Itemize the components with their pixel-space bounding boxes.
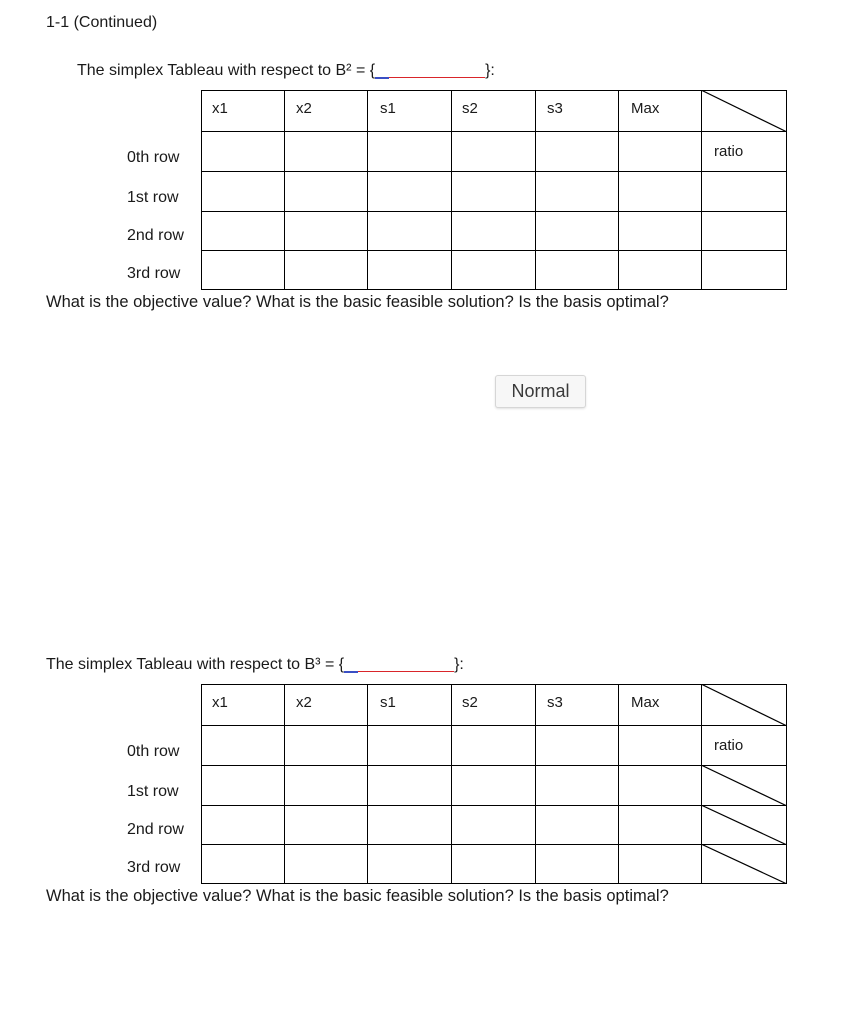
tableau-2-cell[interactable] (367, 844, 452, 884)
tableau-2-cell[interactable] (201, 805, 285, 845)
header-cell-s2[interactable] (451, 684, 536, 726)
tableau-2-cell[interactable] (201, 725, 285, 766)
column-header: s2 (462, 100, 478, 117)
tableau-1-cell[interactable] (201, 171, 285, 212)
header-cell-s3[interactable] (535, 90, 619, 132)
tableau-1-cell[interactable] (535, 211, 619, 251)
tableau-1-title (77, 63, 495, 79)
column-header: x1 (212, 100, 228, 117)
column-header: x2 (296, 694, 312, 711)
tableau-2-cell[interactable] (535, 805, 619, 845)
column-header: Max (631, 100, 660, 117)
tableau-2-cell[interactable] (201, 844, 285, 884)
tableau-1-cell[interactable] (284, 211, 368, 251)
header-cell-x2[interactable] (284, 684, 368, 726)
tableau-2-cell[interactable] (284, 844, 368, 884)
paragraph-style-normal-button[interactable]: Normal (495, 375, 586, 408)
tableau-1-cell[interactable] (451, 131, 536, 172)
column-header: s1 (380, 100, 396, 117)
diagonal-slash (701, 844, 787, 884)
row-label-3: 3rd row (127, 859, 181, 876)
tableau-2-title-prefix: The simplex Tableau with respect to B³ = { (46, 656, 345, 673)
header-cell-s1[interactable] (367, 90, 452, 132)
header-cell-max[interactable] (618, 684, 702, 726)
tableau-1-cell[interactable] (201, 211, 285, 251)
ratio-label: ratio (714, 143, 744, 160)
diagonal-slash (701, 765, 787, 806)
diagonal-slash (701, 90, 787, 132)
column-header: Max (631, 694, 660, 711)
column-header: x1 (212, 694, 228, 711)
ratio-header-cell[interactable] (701, 725, 787, 766)
ratio-header-cell[interactable] (701, 131, 787, 172)
row-label-1: 1st row (127, 783, 179, 800)
tableau-1-question: What is the objective value? What is the basic feasible solution? Is the basis optimal? (46, 293, 669, 311)
tableau-1-cell[interactable] (618, 171, 702, 212)
header-cell-max[interactable] (618, 90, 702, 132)
row-label-2: 2nd row (127, 227, 184, 244)
tableau-1-cell[interactable] (618, 131, 702, 172)
column-header: s3 (547, 694, 563, 711)
tableau-1-cell[interactable] (201, 131, 285, 172)
tableau-2-cell[interactable] (451, 765, 536, 806)
column-header: x2 (296, 100, 312, 117)
tableau-1-cell[interactable] (201, 250, 285, 290)
tableau-1-cell[interactable] (367, 171, 452, 212)
tableau-2-basis-blank[interactable] (344, 657, 454, 672)
section-heading: 1-1 (Continued) (46, 14, 158, 31)
tableau-2-cell[interactable] (535, 765, 619, 806)
tableau-2-cell[interactable] (535, 725, 619, 766)
tableau-1-title-suffix: }: (485, 62, 495, 79)
row-label-3: 3rd row (127, 265, 181, 282)
header-cell-s3[interactable] (535, 684, 619, 726)
tableau-1-cell[interactable] (451, 211, 536, 251)
diagonal-slash (701, 805, 787, 845)
header-cell-x1[interactable] (201, 684, 285, 726)
header-cell-s2[interactable] (451, 90, 536, 132)
tableau-2-cell[interactable] (618, 844, 702, 884)
tableau-1-cell[interactable] (618, 211, 702, 251)
tableau-1-cell[interactable] (535, 131, 619, 172)
tableau-1-cell[interactable] (367, 211, 452, 251)
tableau-2-cell[interactable] (367, 805, 452, 845)
column-header: s1 (380, 694, 396, 711)
tableau-2-cell[interactable] (367, 725, 452, 766)
ratio-cell[interactable] (701, 211, 787, 251)
tableau-2-cell[interactable] (367, 765, 452, 806)
tableau-2-title-suffix: }: (454, 656, 464, 673)
tableau-2-cell[interactable] (284, 725, 368, 766)
tableau-1-title-prefix: The simplex Tableau with respect to B² = { (77, 62, 376, 79)
column-header: s2 (462, 694, 478, 711)
header-cell-x1[interactable] (201, 90, 285, 132)
tableau-2-cell[interactable] (284, 805, 368, 845)
tableau-2-cell[interactable] (618, 805, 702, 845)
header-cell-x2[interactable] (284, 90, 368, 132)
tableau-2-cell[interactable] (451, 805, 536, 845)
tableau-2-cell[interactable] (451, 725, 536, 766)
header-cell-s1[interactable] (367, 684, 452, 726)
diagonal-slash (701, 684, 787, 726)
row-label-2: 2nd row (127, 821, 184, 838)
tableau-1-cell[interactable] (451, 171, 536, 212)
tableau-2-cell[interactable] (618, 765, 702, 806)
tableau-1-cell[interactable] (618, 250, 702, 290)
tableau-2-title (46, 657, 464, 673)
tableau-1-basis-blank[interactable] (375, 63, 485, 78)
ratio-label: ratio (714, 737, 744, 754)
row-label-0: 0th row (127, 743, 180, 760)
tableau-1-cell[interactable] (367, 250, 452, 290)
tableau-2-cell[interactable] (201, 765, 285, 806)
column-header: s3 (547, 100, 563, 117)
row-label-0: 0th row (127, 149, 180, 166)
tableau-1-cell[interactable] (284, 131, 368, 172)
ratio-cell[interactable] (701, 250, 787, 290)
row-label-1: 1st row (127, 189, 179, 206)
tableau-2-cell[interactable] (618, 725, 702, 766)
tableau-1-cell[interactable] (367, 131, 452, 172)
tableau-2-cell[interactable] (535, 844, 619, 884)
tableau-1-cell[interactable] (535, 171, 619, 212)
tableau-1-cell[interactable] (535, 250, 619, 290)
ratio-cell[interactable] (701, 171, 787, 212)
tableau-2-cell[interactable] (284, 765, 368, 806)
tableau-2-cell[interactable] (451, 844, 536, 884)
tableau-1-cell[interactable] (284, 250, 368, 290)
tableau-1-cell[interactable] (451, 250, 536, 290)
tableau-1-cell[interactable] (284, 171, 368, 212)
tableau-2-question: What is the objective value? What is the basic feasible solution? Is the basis optimal? (46, 887, 669, 905)
